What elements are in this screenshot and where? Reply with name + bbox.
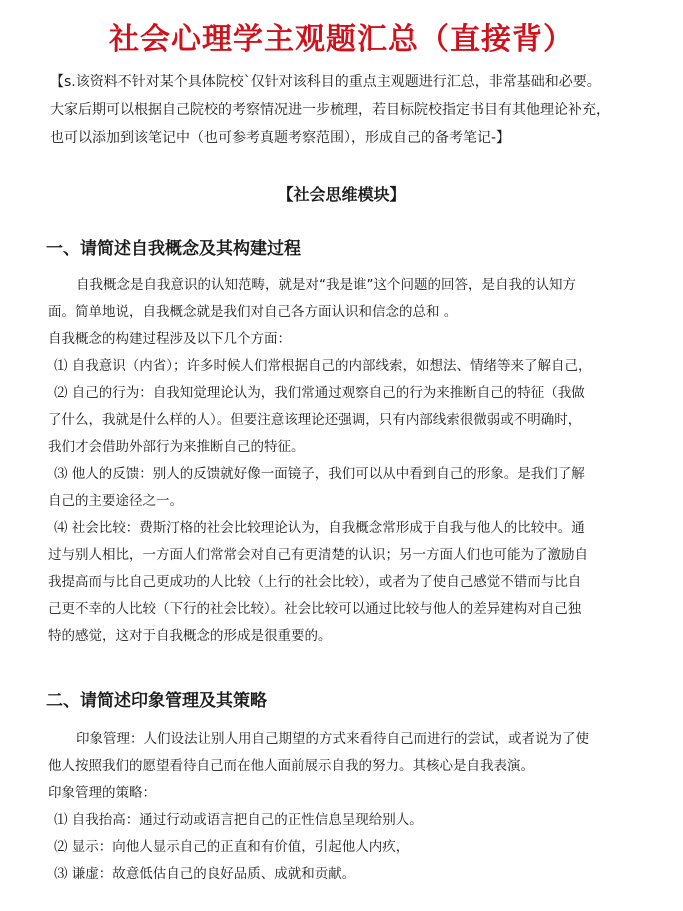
list-lead: 自我概念的构建过程涉及以下几个方面： xyxy=(48,331,291,347)
list-item-line: 自己的主要途径之一。 xyxy=(48,493,183,509)
section-2-heading: 二、请简述印象管理及其策略 xyxy=(46,691,267,711)
intro-line: 也可以添加到该笔记中（也可参考真题考察范围），形成自己的备考笔记-】 xyxy=(50,130,511,146)
document-title: 社会心理学主观题汇总（直接背） xyxy=(109,22,574,57)
paragraph-line: 自我概念是自我意识的认知范畴，就是对“我是谁”这个问题的回答，是自我的认知方 xyxy=(76,277,576,293)
list-item-line: 了什么，我就是什么样的人）。但要注意该理论还强调，只有内部线索很微弱或不明确时， xyxy=(48,412,582,428)
list-item-line: ⑶ 谦虚：故意低估自己的良好品质、成就和贡献。 xyxy=(54,866,356,882)
list-item-line: 我提高而与比自己更成功的人比较（上行的社会比较），或者为了使自己感觉不错而与比自 xyxy=(48,574,582,590)
list-item-line: 过与别人相比，一方面人们常常会对自己有更清楚的认识；另一方面人们也可能为了激励自 xyxy=(48,547,588,563)
section-1-body xyxy=(48,272,648,650)
section-2-body xyxy=(48,726,648,888)
paragraph-line: 印象管理：人们设法让别人用自己期望的方式来看待自己而进行的尝试，或者说为了使 xyxy=(76,731,589,747)
section-1-heading: 一、请简述自我概念及其构建过程 xyxy=(46,239,301,259)
list-item-line: ⑵ 显示：向他人显示自己的正直和有价值，引起他人内疚， xyxy=(54,839,410,855)
list-item-line: ⑴ 自我抬高：通过行动或语言把自己的正性信息呈现给别人。 xyxy=(54,812,423,828)
module-heading: 【社会思维模块】 xyxy=(277,185,406,204)
intro-note xyxy=(50,68,650,152)
list-item-line: 特的感觉，这对于自我概念的形成是很重要的。 xyxy=(48,628,332,644)
list-lead: 印象管理的策略： xyxy=(48,785,156,801)
intro-line: 【s.该资料不针对某个具体院校`仅针对该科目的重点主观题进行汇总，非常基础和必要。 xyxy=(50,74,601,90)
list-item-line: ⑵ 自己的行为：自我知觉理论认为，我们常通过观察自己的行为来推断自己的特征（我做 xyxy=(54,385,585,401)
list-item-line: ⑴ 自我意识（内省）；许多时候人们常根据自己的内部线索，如想法、情绪等来了解自己， xyxy=(54,358,592,374)
intro-line: 大家后期可以根据自己院校的考察情况进一步梳理，若目标院校指定书目有其他理论补充， xyxy=(50,102,610,118)
list-item-line: 己更不幸的人比较（下行的社会比较）。社会比较可以通过比较与他人的差异建构对自己独 xyxy=(48,601,582,617)
list-item-line: 我们才会借助外部行为来推断自己的特征。 xyxy=(48,439,305,455)
list-item-line: ⑷ 社会比较：费斯汀格的社会比较理论认为，自我概念常形成于自我与他人的比较中。通 xyxy=(54,520,585,536)
paragraph-line: 他人按照我们的愿望看待自己而在他人面前展示自我的努力。其核心是自我表演。 xyxy=(48,758,534,774)
paragraph-line: 面。简单地说，自我概念就是我们对自己各方面认识和信念的总和 。 xyxy=(48,304,458,320)
list-item-line: ⑶ 他人的反馈：别人的反馈就好像一面镜子，我们可以从中看到自己的形象。是我们了解 xyxy=(54,466,585,482)
